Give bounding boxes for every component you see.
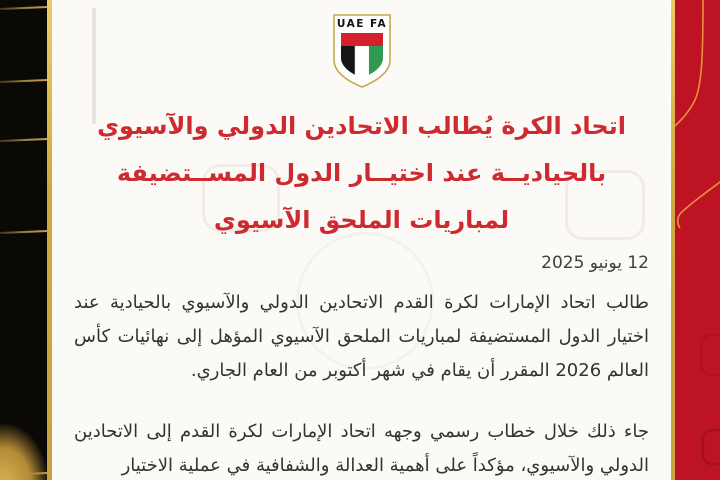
gold-line-decor: [0, 230, 47, 234]
gold-line-decor: [0, 79, 47, 83]
headline: [74, 103, 649, 244]
logo-container: [74, 12, 649, 90]
headline-line-3: لمباريات الملحق الآسيوي: [213, 206, 510, 234]
headline-line-1: اتحاد الكرة يُطالب الاتحادين الدولي والآسيوي: [97, 112, 626, 140]
gold-blob-decor: [0, 422, 47, 480]
gold-line-decor: [0, 6, 47, 10]
body-paragraph-1: طالب اتحاد الإمارات لكرة القدم الاتحادين الدولي والآسيوي بالحيادية عند اختيار الدول المستضيفة لمباريات الملحق الآسيوي المؤهل إلى نهائيات كأس العالم 2026 المقرر أن يقام في شهر أكتوبر من العام الجاري.: [74, 292, 649, 381]
statement-card: [52, 0, 671, 480]
uae-fa-crest-icon: [330, 12, 394, 90]
left-black-band: [0, 0, 47, 480]
gold-line-decor: [0, 138, 47, 142]
gold-curves-decor: [675, 0, 720, 480]
statement-date: 12 يونيو 2025: [541, 253, 649, 273]
crest-text: UAE FA: [336, 18, 387, 30]
headline-line-2: بالحياديــة عند اختيــار الدول المســتضيفة: [116, 159, 607, 187]
body-paragraph-2: جاء ذلك خلال خطاب رسمي وجهه اتحاد الإمارات لكرة القدم إلى الاتحادين الدولي والآسيوي، مؤكداً على أهمية العدالة والشفافية في عملية الاختيار: [74, 421, 649, 476]
right-red-band: [675, 0, 720, 480]
